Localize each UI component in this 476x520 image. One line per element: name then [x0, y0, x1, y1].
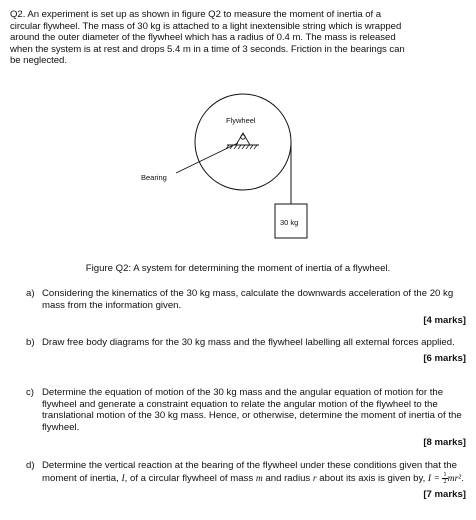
question-c — [26, 387, 466, 449]
question-b — [26, 337, 466, 364]
marks-label: [6 marks] — [423, 352, 466, 364]
question-letter: c) — [26, 387, 34, 398]
question-letter: b) — [26, 337, 35, 348]
formula-rhs: mr² — [447, 472, 462, 484]
intro-line: when the system is at rest and drops 5.4 m in a time of 3 seconds. Friction in the bearings can — [10, 43, 405, 55]
formula-lhs: I = — [427, 472, 443, 484]
intro-line: circular flywheel. The mass of 30 kg is attached to a light inextensible string which is wrapped — [10, 20, 402, 32]
flywheel-diagram — [0, 85, 476, 245]
marks-label: [7 marks] — [423, 488, 466, 500]
var-inertia: I — [121, 472, 125, 484]
question-letter: a) — [26, 288, 35, 299]
intro-line: around the outer diameter of the flywheel which has a radius of 0.4 m. The mass is released — [10, 32, 396, 44]
question-intro — [10, 9, 466, 67]
marks-label: [8 marks] — [423, 437, 466, 449]
flywheel-label: Flywheel — [226, 116, 256, 125]
intro-line: be neglected. — [10, 55, 67, 67]
question-text: Determine the equation of motion of the 30 kg mass and the angular equation of motion for the flywheel and generate a constraint equation to relate the angular motion of the flywheel to the translational motion of the 30 kg mass. Hence, or otherwise, determine the moment of inertia of the flywheel. — [42, 387, 462, 433]
figure-caption: Figure Q2: A system for determining the moment of inertia of a flywheel. — [85, 263, 391, 274]
flywheel-circle — [195, 94, 291, 190]
question-text: Determine the vertical reaction at the bearing of the flywheel under these conditions given that the moment of inertia, I, of a circular flywheel of mass m and radius r about its axis is given by, I = $\frac{1}{2}$ mr². — [42, 460, 464, 485]
question-a — [26, 288, 466, 327]
marks-label: [4 marks] — [423, 315, 466, 327]
var-mass: m — [255, 472, 263, 484]
question-text: Considering the kinematics of the 30 kg mass, calculate the downwards acceleration of the 20 kg mass from the information given. — [42, 288, 454, 311]
question-d — [26, 460, 466, 500]
bearing-label: Bearing — [141, 173, 167, 182]
flywheel-figure — [0, 85, 476, 245]
mass-label: 30 kg — [280, 218, 299, 227]
question-text: Draw free body diagrams for the 30 kg mass and the flywheel labelling all external forces applied. — [42, 337, 455, 348]
formula-fraction: $\frac{1}{2}$ — [443, 470, 447, 485]
var-radius: r — [312, 472, 317, 484]
bearing-pointer — [176, 143, 238, 173]
intro-line: Q2. An experiment is set up as shown in figure Q2 to measure the moment of inertia of a — [10, 9, 382, 20]
question-letter: d) — [26, 460, 35, 471]
